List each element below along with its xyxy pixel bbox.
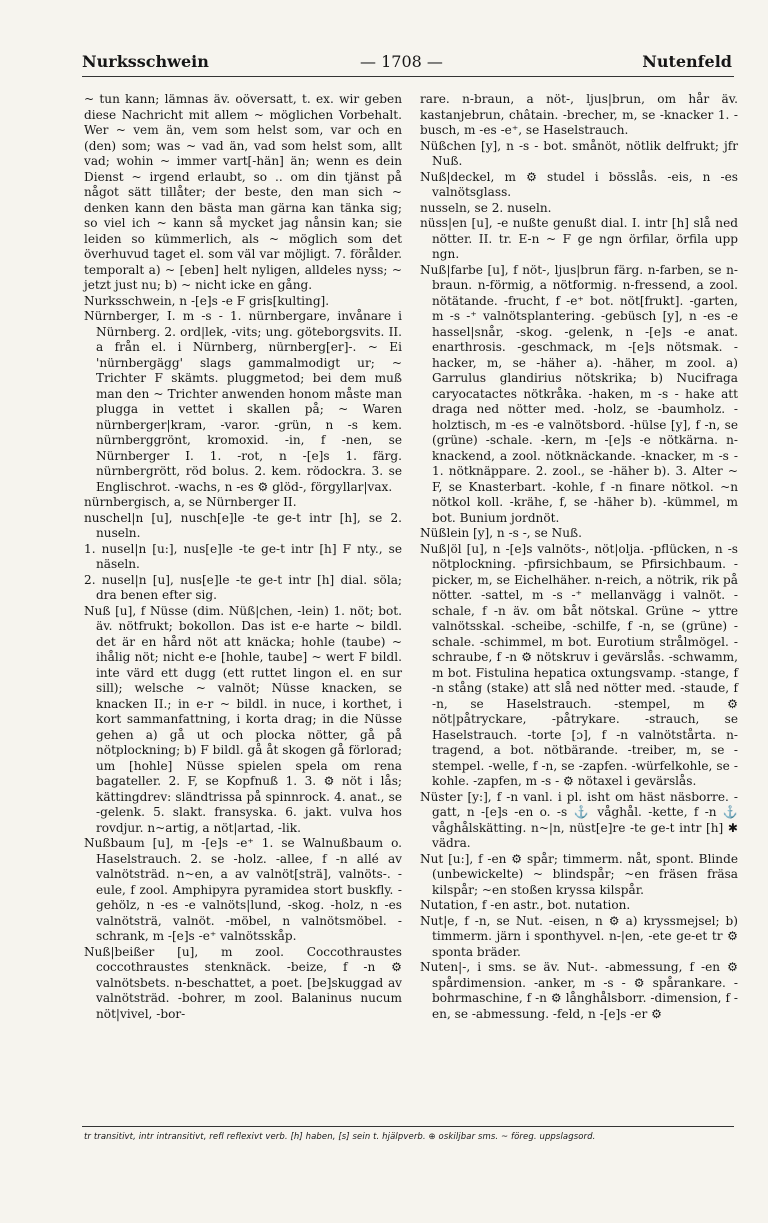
entry: rare. n-braun, a nöt-, ljus|brun, om hår äv. kastanjebrun, châtain. -brecher, m, se -knacker 1. -busch, m -es -e⁺, se Haselstrauch.	[420, 92, 738, 137]
entry: Nuß|farbe [u], f nöt-, ljus|brun färg. n-farben, se n-braun. n-förmig, a nötformig. n-fressend, a zool. nötätande. -frucht, f -e⁺ bot. nöt[frukt]. -garten, m -s -⁺ valnötsplantering. -gebüsch [y], n -es -e hassel|snår, -skog. -gelenk, n -[e]s -e anat. enarthrosis. -geschmack, m -[e]s nötsmak. -hacker, m, se -häher a). -häher, m zool. a) Garrulus glandirius nötskrika; b) Nucifraga caryocatactes nötkråka. -haken, m -s - hake att draga ned nötter med. -holz, se -baumholz. -holztisch, m -es -e valnötsbord. -hülse [y], f -n, se (grüne) -schale. -kern, m -[e]s -e nötkärna. n-knackend, a zool. nötknäckande. -knacker, m -s - 1. nötknäppare. 2. zool., se -häher b). 3. Alter ~ F, se Knasterbart. -kohle, f -n finare nötkol. ~n nötkol koll. -krähe, f, se -häher b). -kümmel, m bot. Bunium jordnöt.	[420, 262, 738, 525]
entry: 2. nusel|n [u], nus[e]le -te ge-t intr [h] dial. söla; dra benen efter sig.	[84, 572, 402, 602]
entry: nusseln, se 2. nuseln.	[420, 200, 552, 215]
entry: Nüßlein [y], n -s -, se Nuß.	[420, 526, 582, 540]
entry: ~ tun kann; lämnas äv. oöversatt, t. ex. wir geben diese Nachricht mit allem ~ möglichen Vorbehalt. Wer ~ vem än, vem som helst som, var och en (den) som; was ~ vad än, vad som helst som, allt vad; wohin ~ immer vart[-hän] än; wenn es dein Dienst ~ irgend erlaubt, so .. om din tjänst på något sätt tillåter; der beste, den man sich ~ denken kann den bästa man gärna kan tänka sig; so viel ich ~ kann så mycket jag nånsin kan; sie leiden so kümmerlich, als ~ möglich som det överhuvud taget el. som väl var möjligt. 7. förålder. temporalt a) ~ [eben] helt nyligen, alldeles nyss; ~ jetzt just nu; b) ~ nicht icke en gång.	[84, 92, 402, 292]
entry: Nut [u:], f -en ⚙ spår; timmerm. nåt, spont. Blinde (unbewickelte) ~ blindspår; ~en fräsen fräsa kilspår; ~en stoßen kryssa kilspår.	[420, 851, 738, 897]
entry: Nuten|-, i sms. se äv. Nut-. -abmessung, f -en ⚙ spårdimension. -anker, m -s - ⚙ spårankare. -bohrmaschine, f -n ⚙ långhålsborr. -dimension, f -en, se -abmessung. -feld, n -[e]s -er ⚙	[420, 960, 738, 1021]
right-column	[420, 92, 738, 1022]
footer-rule	[82, 1126, 734, 1127]
entry: Nuß|deckel, m ⚙ studel i bösslås. -eis, n -es valnötsglass.	[420, 169, 738, 199]
entry: Nußbaum [u], m -[e]s -e⁺ 1. se Walnußbaum o. Haselstrauch. 2. se -holz. -allee, f -n allé av valnötsträd. n~en, a av valnöt[strä], valnöts-. -eule, f zool. Amphipyra pyramidea stort buskfly. -gehölz, n -es -e valnöts|lund, -skog. -holz, n -es valnötsträ, valnöt. -möbel, n valnötsmöbel. -schrank, m -[e]s -e⁺ valnötsskåp.	[84, 836, 402, 943]
header-left-guideword: Nurksschwein	[82, 52, 209, 71]
left-column	[84, 92, 402, 1022]
page-header	[82, 52, 732, 74]
header-right-guideword: Nutenfeld	[642, 52, 732, 71]
header-rule	[82, 76, 734, 77]
entry: Nüster [y:], f -n vanl. i pl. isht om häst näsborre. -gatt, n -[e]s -en o. -s ⚓ våghål. -kette, f -n ⚓ våghålskätting. n~|n, nüst[e]re -te ge-t intr [h] ✱ vädra.	[420, 789, 738, 850]
entry: Nuß [u], f Nüsse (dim. Nüß|chen, -lein) 1. nöt; bot. äv. nötfrukt; bokollon. Das ist e-e harte ~ bildl. det är en hård nöt att knäcka; hohle (taube) ~ ihålig nöt; nicht e-e [hohle, taube] ~ wert F bildl. inte värd ett dugg (ett ruttet lingon el. en sur sill); welsche ~ valnöt; Nüsse knacken, se knacken II.; in e-r ~ bildl. in nuce, i korthet, i kort sammanfattning, i korta drag; in die Nüsse gehen a) gå ut och plocka nötter, gå på nötplockning; b) F bildl. gå åt skogen gå förlorad; um [hohle] Nüsse spielen spela om rena bagateller. 2. F, se Kopfnuß 1. 3. ⚙ nöt i lås; kättingdrev: sländtrissa på spinnrock. 4. anat., se -gelenk. 5. slakt. fransyska. 6. jakt. vulva hos rovdjur. n~artig, a nöt|artad, -lik.	[84, 603, 402, 835]
entry: Nuß|öl [u], n -[e]s valnöts-, nöt|olja. -pflücken, n -s nötplockning. -pfirsichbaum, se Pfirsichbaum. -picker, m, se Eichelhäher. n-reich, a nötrik, rik på nötter. -sattel, m -s -⁺ mellanvägg i valnöt. -schale, f -n äv. om båt nötskal. Grüne ~ yttre valnötsskal. -scheibe, -schilfe, f -n, se (grüne) -schale. -schimmel, m bot. Eurotium strålmögel. -schraube, f -n ⚙ nötskruv i gevärslås. -schwamm, m bot. Fistulina hepatica oxtungsvamp. -stange, f -n stång (stake) att slå ned nötter med. -staude, f -n, se Haselstrauch. -stempel, m ⚙ nöt|påtryckare, -påtrykare. -strauch, se Haselstrauch. -torte [ɔ], f -n valnötstårta. n-tragend, a bot. nötbärande. -treiber, m, se -stempel. -welle, f -n, se -zapfen. -würfelkohle, se -kohle. -zapfen, m -s - ⚙ nötaxel i gevärslås.	[420, 541, 738, 788]
entry: 1. nusel|n [u:], nus[e]le -te ge-t intr [h] F nty., se näseln.	[84, 541, 402, 571]
entry: nüss|en [u], -e nußte genußt dial. I. intr [h] slå ned nötter. II. tr. E-n ~ F ge ngn örfilar, örfila upp ngn.	[420, 216, 738, 261]
entry: Nüßchen [y], n -s - bot. smånöt, nötlik delfrukt; jfr Nuß.	[420, 138, 738, 168]
entry: nuschel|n [u], nusch[e]le -te ge-t intr [h], se 2. nuseln.	[84, 510, 402, 540]
entry: Nuß|beißer [u], m zool. Coccothraustes coccothraustes stenknäck. -beize, f -n ⚙ valnötsbets. n-beschattet, a poet. [be]skuggad av valnötsträd. -bohrer, m zool. Balaninus nucum nöt|vivel, -bor-	[84, 944, 402, 1021]
entry: Nürnberger, I. m -s - 1. nürnbergare, invånare i Nürnberg. 2. ord|lek, -vits; ung. göteborgsvits. II. a från el. i Nürnberg, nürnberg[er]-. ~ Ei 'nürnbergägg' slags gammalmodigt ur; ~ Trichter F skämts. pluggmetod; bei dem muß man den ~ Trichter anwenden honom måste man plugga in vettet i skallen på; ~ Waren nürnberger|kram, -varor. -grün, n -s kem. nürnberggrönt, kromoxid. -in, f -nen, se Nürnberger I. 1. -rot, n -[e]s 1. färg. nürnbergrött, röd bolus. 2. kem. rödockra. 3. se Englischrot. -wachs, n -es ⚙ glöd-, förgyllar|vax.	[84, 309, 402, 494]
page-number: — 1708 —	[360, 52, 443, 71]
entry: Nurksschwein, n -[e]s -e F gris[kulting].	[84, 293, 330, 308]
entry: nürnbergisch, a, se Nürnberger II.	[84, 495, 297, 509]
entry: Nut|e, f -n, se Nut. -eisen, n ⚙ a) kryssmejsel; b) timmerm. järn i sponthyvel. n-|en, -ete ge-et tr ⚙ sponta bräder.	[420, 913, 738, 959]
entry: Nutation, f -en astr., bot. nutation.	[420, 898, 631, 912]
footer-abbreviations: tr transitivt, intr intransitivt, refl reflexivt verb. [h] haben, [s] sein t. hjälpverb. ⊕ oskiljbar sms. ~ föreg. uppslagsord.	[84, 1132, 596, 1142]
